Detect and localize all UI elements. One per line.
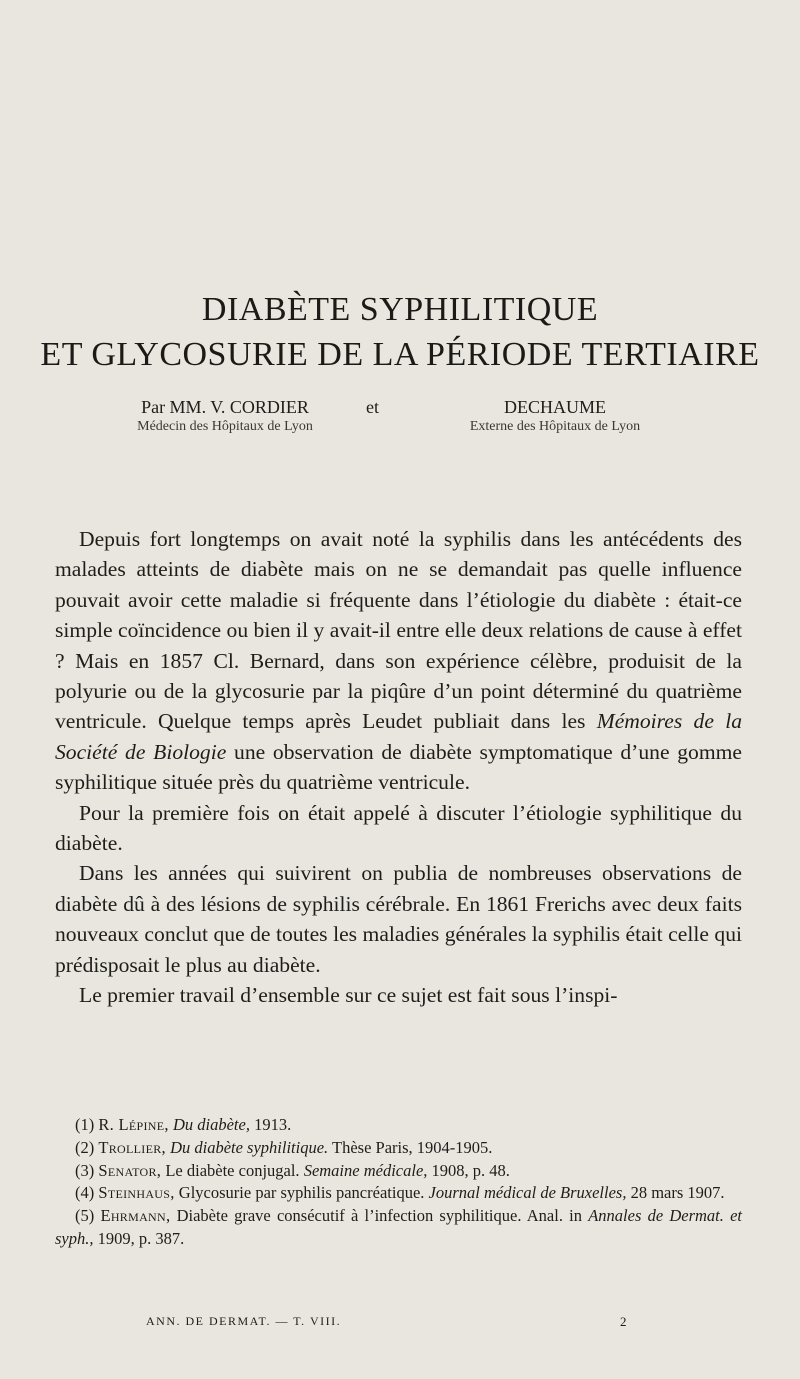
author-cordier <box>100 396 350 436</box>
footnote-details: 1913. <box>254 1115 292 1134</box>
footnote-journal: Semaine médicale, <box>303 1160 428 1180</box>
footnotes <box>55 1114 742 1251</box>
footnote-author: Ehrmann, <box>100 1206 171 1226</box>
footnote-details: Thèse Paris, 1904-1905. <box>332 1137 493 1157</box>
footnote-title: Du diabète syphilitique. <box>170 1137 329 1157</box>
author-name: DECHAUME <box>504 397 606 417</box>
footnote-author: Senator, <box>98 1160 162 1180</box>
footnote-author: Trollier, <box>98 1137 166 1157</box>
footnote-title-plain: Le diabète conjugal. <box>165 1160 300 1180</box>
footnote-3 <box>55 1160 742 1183</box>
running-head: ANN. DE DERMAT. — T. VIII. <box>146 1314 342 1328</box>
paragraph-3: Dans les années qui suivirent on publia de nombreuses observations de diabète dû à des lésions de syphilis cérébrale. En 1861 Frerichs avec deux faits nouveaux conclut que de toutes les maladies générales la syphilis était celle qui prédisposait le plus au diabète. <box>55 861 742 977</box>
page-footer <box>0 1314 800 1334</box>
footnote-author: R. Lépine, <box>98 1115 169 1134</box>
footnote-number: (3) <box>75 1160 95 1180</box>
author-dechaume <box>430 396 680 436</box>
journal-reference-italic: Mémoires de la Société de Biologie <box>55 709 742 764</box>
footnote-journal: Journal médical de Bruxelles, <box>428 1183 627 1203</box>
footnote-details: 28 mars 1907. <box>630 1183 725 1203</box>
footnote-title: Du diabète, <box>172 1115 250 1134</box>
article-title-line-2: ET GLYCOSURIE DE LA PÉRIODE TERTIAIRE <box>40 336 760 373</box>
author-block <box>0 396 800 446</box>
footnote-author: Steinhaus, <box>98 1183 175 1203</box>
author-conjunction: et <box>366 397 379 417</box>
footnote-details: 1908, p. 48. <box>431 1160 510 1180</box>
footnote-title-plain: Diabète grave consécutif à l’infection syphilitique. Anal. in <box>176 1206 582 1226</box>
article-title-line-1: DIABÈTE SYPHILITIQUE <box>201 291 599 328</box>
paragraph-2: Pour la première fois on était appelé à discuter l’étiologie syphilitique du diabète. <box>55 800 742 856</box>
author-affiliation: Externe des Hôpitaux de Lyon <box>469 419 641 434</box>
paragraph-1-text-a: Depuis fort longtemps on avait noté la syphilis dans les antécédents des malades atteints de diabète mais on ne se demandait pas quelle influence pouvait avoir cette maladie si fréquente dans l’étiologie du diabète : était-ce simple coïncidence ou bien il y avait-il entre elle deux relations de cause à effet ? Mais en 1857 Cl. Bernard, dans son expérience célèbre, produisit de la polyurie ou de la glycosurie par la piqûre d’un point déterminé du quatrième ventricule. Quelque temps après Leudet publiait dans les <box>55 527 742 734</box>
footnote-5 <box>55 1205 742 1251</box>
footnote-journal: Annales de Dermat. et syph., <box>55 1206 742 1248</box>
author-name: Par MM. V. CORDIER <box>141 397 309 417</box>
page-number: 2 <box>620 1314 628 1329</box>
article-body <box>55 524 742 1011</box>
paragraph-1 <box>55 524 742 798</box>
footnote-number: (2) <box>75 1137 95 1157</box>
footnote-number: (4) <box>75 1183 95 1203</box>
footnote-2 <box>55 1137 742 1160</box>
paragraph-1-text-b: une observation de diabète symptomatique d’une gomme syphilitique située près du quatrième ventricule. <box>55 739 743 795</box>
footnote-4 <box>55 1182 742 1205</box>
paragraph-4: Le premier travail d’ensemble sur ce sujet est fait sous l’inspi- <box>79 983 618 1008</box>
footnote-details: 1909, p. 387. <box>97 1228 185 1248</box>
footnote-title-plain: Glycosurie par syphilis pancréatique. <box>178 1183 425 1203</box>
footnote-number: (5) <box>75 1206 95 1226</box>
author-affiliation: Médecin des Hôpitaux de Lyon <box>137 419 313 434</box>
footnote-number: (1) <box>75 1115 95 1134</box>
footnote-1 <box>55 1114 742 1137</box>
